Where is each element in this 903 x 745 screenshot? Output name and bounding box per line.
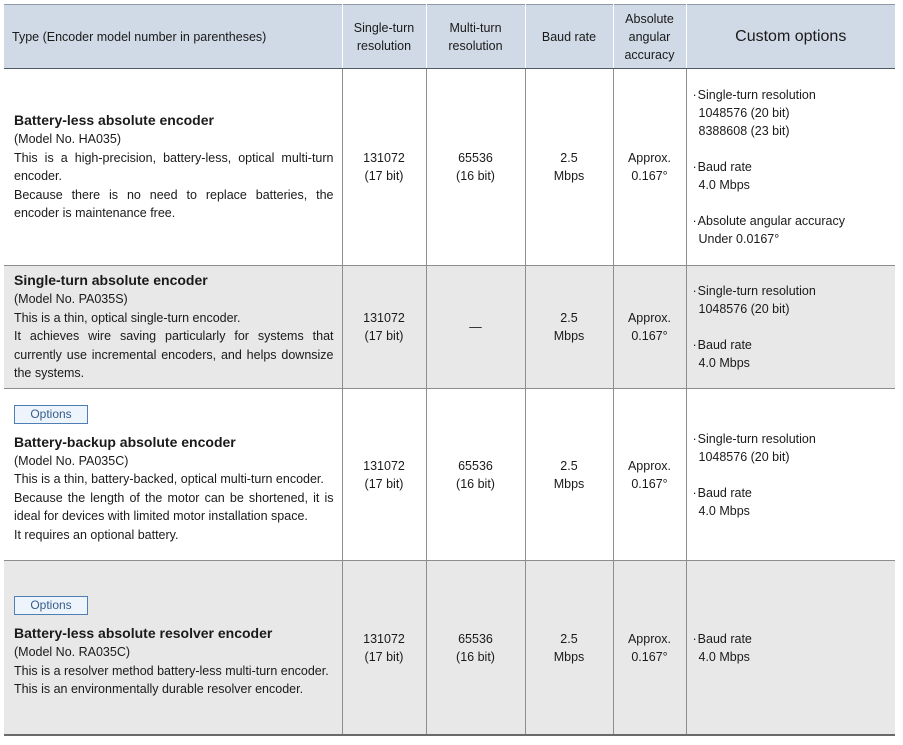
single-turn-value: 131072	[363, 631, 405, 646]
custom-option	[693, 484, 890, 520]
custom-option-value: 1048576 (20 bit)	[698, 106, 790, 120]
accuracy-prefix: Approx.	[627, 151, 672, 165]
header-single-turn	[342, 5, 426, 69]
accuracy-prefix: Approx.	[627, 458, 672, 473]
encoder-title: Battery-less absolute resolver encoder	[14, 625, 273, 642]
single-turn-cell	[342, 561, 426, 736]
encoder-description: Because the length of the motor can be shortened, it is ideal for devices with limited motor installation space.	[14, 490, 334, 524]
custom-option-label: · Baud rate	[693, 630, 890, 648]
encoder-row-ra035c	[4, 561, 895, 736]
custom-option-value: 4.0 Mbps	[698, 503, 750, 518]
custom-option	[693, 336, 890, 372]
accuracy-cell	[613, 69, 686, 266]
header-single-turn-line: resolution	[356, 38, 412, 53]
multi-turn-value: 65536	[458, 151, 493, 165]
multi-turn-bits: (16 bit)	[456, 169, 495, 183]
options-badge: Options	[14, 405, 88, 424]
baud-rate-value: 2.5	[560, 311, 578, 325]
single-turn-bits: (17 bit)	[364, 169, 404, 183]
custom-option-label: · Single-turn resolution	[693, 282, 890, 300]
custom-option-value: 4.0 Mbps	[698, 356, 750, 370]
encoder-title: Single-turn absolute encoder	[14, 272, 208, 289]
encoder-description: It requires an optional battery.	[14, 527, 179, 542]
header-custom-options: Custom options	[686, 5, 895, 69]
multi-turn-bits: (16 bit)	[456, 476, 495, 491]
encoder-model-number: (Model No. PA035C)	[14, 453, 129, 468]
baud-rate-cell	[525, 69, 613, 266]
custom-options-cell	[686, 561, 895, 736]
encoder-description: This is an environmentally durable resolver encoder.	[14, 682, 304, 697]
type-cell	[4, 561, 342, 736]
custom-option-value: 4.0 Mbps	[698, 649, 750, 664]
custom-option	[693, 430, 890, 466]
encoder-description: This is a high-precision, battery-less, optical multi-turn encoder.	[14, 150, 334, 184]
encoder-row-pa035s	[4, 266, 895, 389]
accuracy-prefix: Approx.	[627, 631, 672, 646]
header-accuracy-line: angular	[628, 29, 671, 44]
baud-rate-unit: Mbps	[553, 649, 585, 664]
baud-rate-unit: Mbps	[553, 329, 585, 343]
baud-rate-value: 2.5	[560, 458, 578, 473]
single-turn-value: 131072	[363, 311, 405, 325]
custom-options-cell	[686, 266, 895, 389]
header-accuracy-line: Absolute	[625, 11, 674, 26]
encoder-description: It achieves wire saving particularly for systems that currently use incremental encoders, and helps downsize the systems.	[14, 329, 334, 381]
single-turn-cell	[342, 69, 426, 266]
baud-rate-cell	[525, 266, 613, 389]
header-row	[4, 5, 895, 69]
encoder-description: This is a thin, optical single-turn encoder.	[14, 310, 241, 325]
single-turn-bits: (17 bit)	[364, 476, 404, 491]
header-accuracy	[613, 5, 686, 69]
multi-turn-cell	[426, 266, 525, 389]
custom-option-label: · Baud rate	[693, 484, 890, 502]
encoder-row-pa035c	[4, 389, 895, 561]
single-turn-cell	[342, 266, 426, 389]
baud-rate-value: 2.5	[560, 631, 578, 646]
custom-option-label: · Absolute angular accuracy	[693, 212, 890, 230]
custom-options-cell	[686, 389, 895, 561]
custom-options-cell	[686, 69, 895, 266]
multi-turn-bits: (16 bit)	[456, 649, 495, 664]
type-cell	[4, 266, 342, 389]
accuracy-cell	[613, 266, 686, 389]
multi-turn-value: 65536	[458, 631, 493, 646]
custom-option-label: · Baud rate	[693, 158, 890, 176]
multi-turn-cell	[426, 561, 525, 736]
encoder-row-ha035	[4, 69, 895, 266]
multi-turn-value: —	[469, 320, 482, 334]
single-turn-cell	[342, 389, 426, 561]
baud-rate-unit: Mbps	[553, 169, 585, 183]
custom-option	[693, 630, 890, 666]
type-cell	[4, 389, 342, 561]
options-badge: Options	[14, 596, 88, 615]
encoder-title: Battery-less absolute encoder	[14, 112, 214, 129]
multi-turn-cell	[426, 389, 525, 561]
header-multi-turn-line: Multi-turn	[449, 20, 502, 35]
single-turn-value: 131072	[363, 458, 405, 473]
type-cell	[4, 69, 342, 266]
custom-option-label: · Single-turn resolution	[693, 430, 890, 448]
custom-option	[693, 158, 890, 194]
baud-rate-value: 2.5	[560, 151, 578, 165]
custom-option	[693, 86, 890, 140]
encoder-description: This is a thin, battery-backed, optical multi-turn encoder.	[14, 472, 324, 487]
custom-option-value: 1048576 (20 bit)	[698, 302, 790, 316]
header-multi-turn-line: resolution	[448, 38, 503, 53]
header-type: Type (Encoder model number in parentheses)	[4, 5, 342, 69]
accuracy-prefix: Approx.	[627, 311, 672, 325]
custom-option	[693, 212, 890, 248]
encoder-title: Battery-backup absolute encoder	[14, 433, 236, 450]
accuracy-value: 0.167°	[631, 329, 668, 343]
baud-rate-cell	[525, 561, 613, 736]
multi-turn-cell	[426, 69, 525, 266]
baud-rate-cell	[525, 389, 613, 561]
encoder-description: Because there is no need to replace batteries, the encoder is maintenance free.	[14, 187, 334, 221]
encoder-description: This is a resolver method battery-less multi-turn encoder.	[14, 663, 329, 678]
accuracy-cell	[613, 389, 686, 561]
header-single-turn-line: Single-turn	[353, 20, 415, 35]
encoder-comparison-table	[4, 4, 895, 736]
encoder-model-number: (Model No. PA035S)	[14, 292, 128, 307]
custom-option-value: 1048576 (20 bit)	[698, 449, 790, 464]
custom-option-label: · Baud rate	[693, 336, 890, 354]
single-turn-bits: (17 bit)	[364, 329, 404, 343]
accuracy-value: 0.167°	[631, 169, 668, 183]
encoder-model-number: (Model No. RA035C)	[14, 645, 131, 660]
baud-rate-unit: Mbps	[553, 476, 585, 491]
custom-option	[693, 282, 890, 318]
accuracy-value: 0.167°	[631, 649, 668, 664]
header-multi-turn	[426, 5, 525, 69]
accuracy-value: 0.167°	[631, 476, 668, 491]
single-turn-bits: (17 bit)	[364, 649, 404, 664]
custom-option-label: · Single-turn resolution	[693, 86, 890, 104]
multi-turn-value: 65536	[458, 458, 493, 473]
single-turn-value: 131072	[363, 151, 405, 165]
encoder-model-number: (Model No. HA035)	[14, 132, 121, 147]
custom-option-value: 8388608 (23 bit)	[698, 124, 790, 138]
header-baud-rate: Baud rate	[525, 5, 613, 69]
accuracy-cell	[613, 561, 686, 736]
custom-option-value: 4.0 Mbps	[698, 178, 750, 192]
header-accuracy-line: accuracy	[624, 47, 675, 62]
custom-option-value: Under 0.0167°	[698, 232, 780, 246]
